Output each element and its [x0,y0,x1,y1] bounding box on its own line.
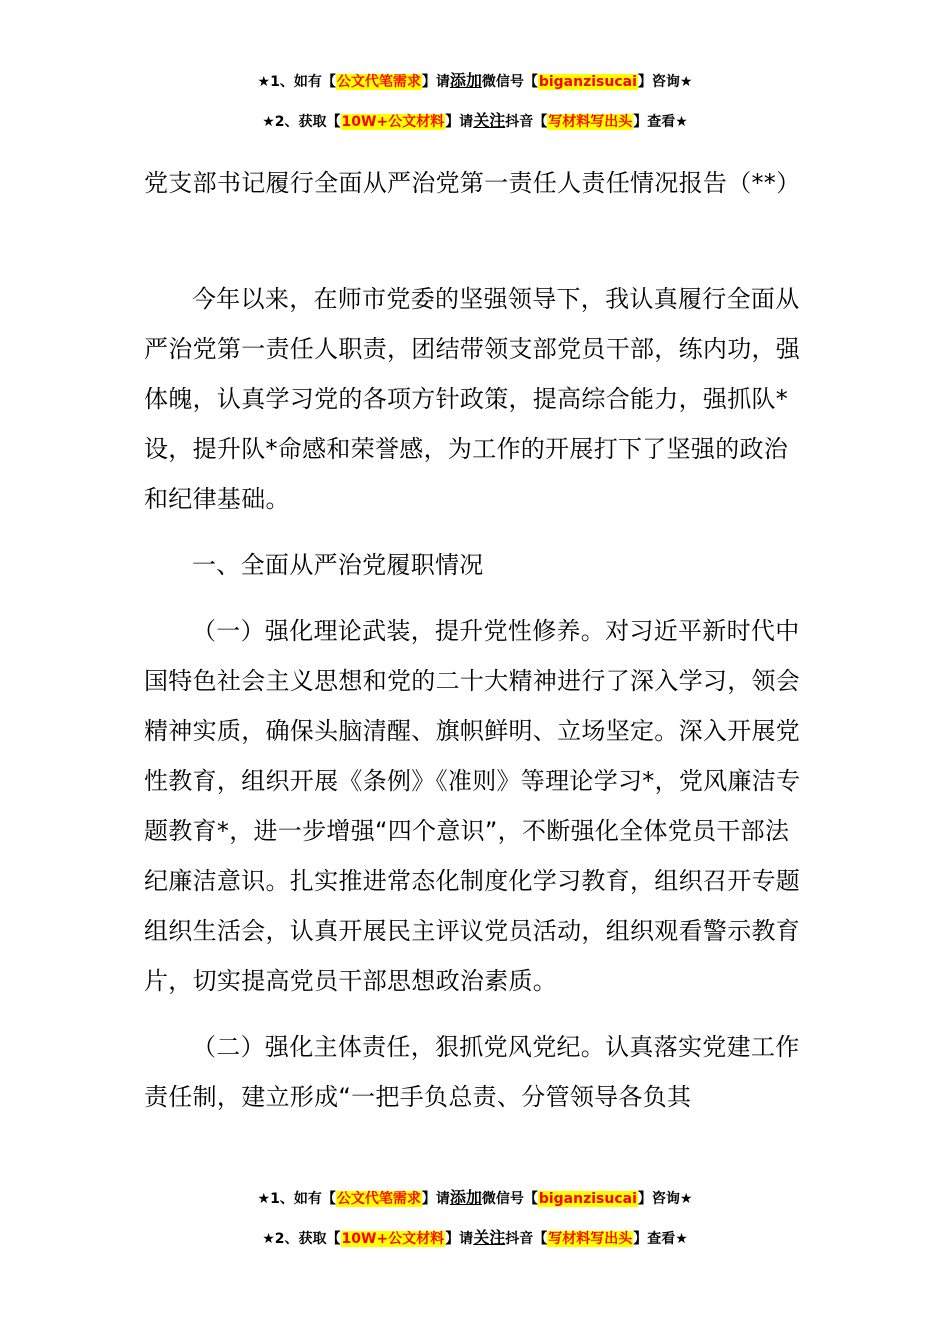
banner-suffix: 】查看★ [633,114,688,130]
banner-prefix: ★1、如有【 [257,74,336,90]
banner-text: 抖音【 [505,1231,548,1247]
banner-highlight-materials: 10W+公文材料 [341,1231,445,1247]
banner-suffix: 】咨询★ [637,74,693,90]
banner-highlight-douyin-account: 写材料写出头 [548,1231,633,1247]
banner-suffix: 】查看★ [633,1231,688,1247]
banner-text: 】请 [445,114,474,130]
banner-text: 微信号【 [481,74,538,90]
banner-prefix: ★2、获取【 [262,1231,341,1247]
banner-highlight-materials: 10W+公文材料 [341,114,445,130]
footer-banner-line-2 [0,1228,950,1249]
banner-text: 】请 [445,1231,474,1247]
footer-banner-line-1 [0,1188,950,1209]
banner-text: 】请 [421,1191,450,1207]
banner-emphasis-follow: 关注 [473,111,506,130]
header-banner-line-2 [0,111,950,132]
banner-prefix: ★1、如有【 [257,1191,336,1207]
section-heading-1: 一、全面从严治党履职情况 [192,551,484,579]
banner-prefix: ★2、获取【 [262,114,341,130]
document-body [144,274,810,1138]
banner-emphasis-add: 添加 [449,1188,482,1207]
banner-text: 】请 [421,74,450,90]
header-banner-line-1 [0,71,950,92]
banner-text: 微信号【 [481,1191,538,1207]
paragraph-theory-study: （一）强化理论武装，提升党性修养。对习近平新时代中国特色社会主义思想和党的二十大精神进行了深入学习，领会精神实质，确保头脑清醒、旗帜鲜明、立场坚定。深入开展党性教育，组织开展《条例》《准则》等理论学习*，党风廉洁专题教育*，进一步增强“四个意识”，不断强化全体党员干部法纪廉洁意识。扎实推进常态化制度化学习教育，组织召开专题组织生活会，认真开展民主评议党员活动，组织观看警示教育片，切实提高党员干部思想政治素质。 [144,617,801,995]
paragraph-main-responsibility: （二）强化主体责任，狠抓党风党纪。认真落实党建工作责任制，建立形成“一把手负总责、分管领导各负其 [144,1033,800,1111]
banner-highlight-writing-service: 公文代笔需求 [336,74,421,90]
banner-emphasis-follow: 关注 [473,1228,506,1247]
banner-emphasis-add: 添加 [449,71,482,90]
document-title: 党支部书记履行全面从严治党第一责任人责任情况报告（**） [144,169,801,197]
banner-highlight-writing-service: 公文代笔需求 [336,1191,421,1207]
banner-highlight-wechat-id: biganzisucai [538,74,637,90]
banner-highlight-douyin-account: 写材料写出头 [548,114,633,130]
banner-suffix: 】咨询★ [637,1191,693,1207]
banner-text: 抖音【 [505,114,548,130]
banner-highlight-wechat-id: biganzisucai [538,1191,637,1207]
paragraph-intro: 今年以来，在师市党委的坚强领导下，我认真履行全面从严治党第一责任人职责，团结带领支部党员干部，练内功，强体魄，认真学习党的各项方针政策，提高综合能力，强抓队*设，提升队*命感和荣誉感，为工作的开展打下了坚强的政治和纪律基础。 [144,285,801,513]
